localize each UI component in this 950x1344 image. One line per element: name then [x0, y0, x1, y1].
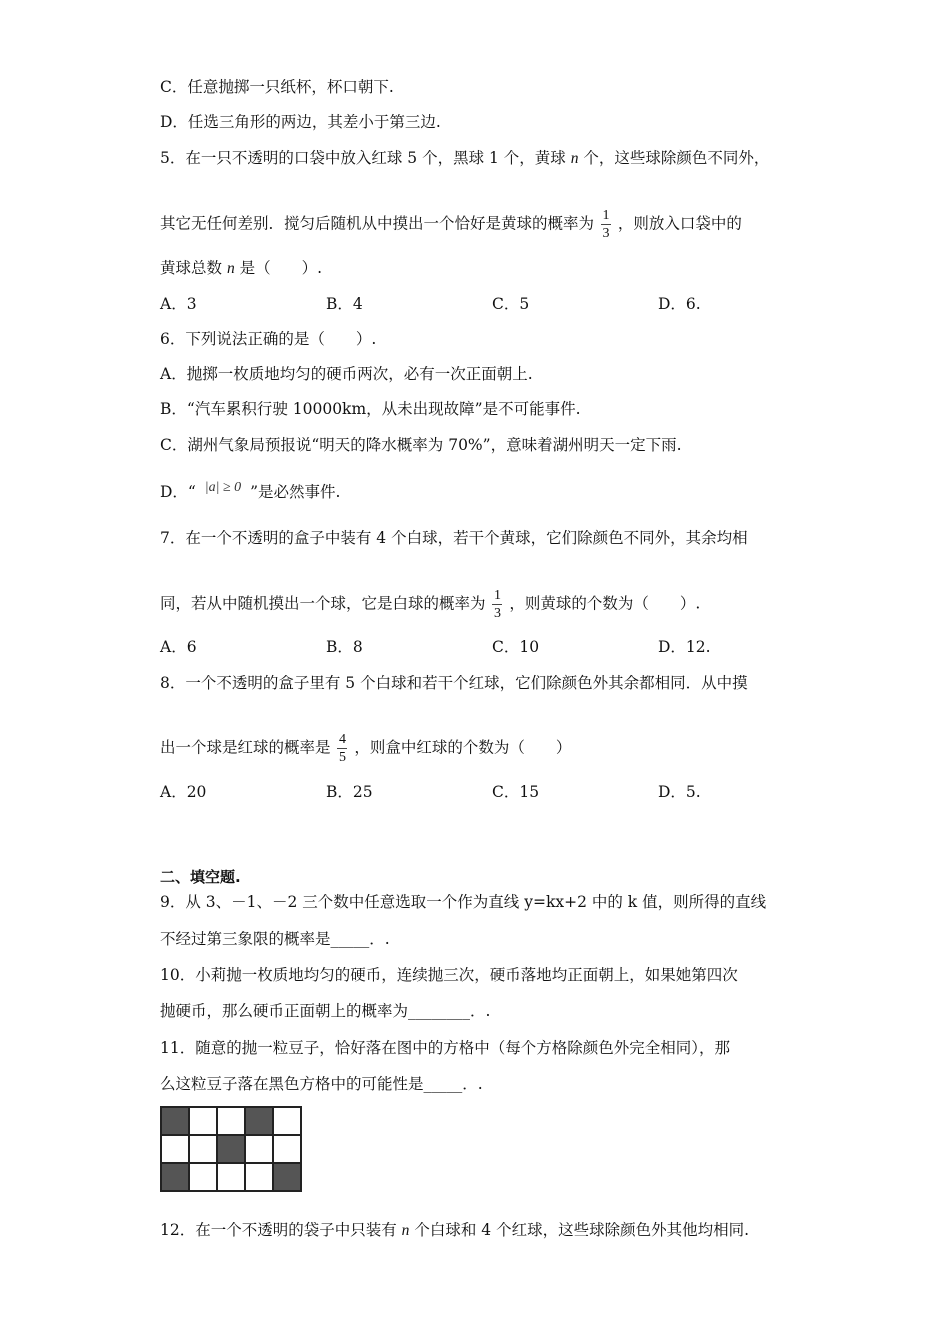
q7-option-a: A．6 [160, 638, 197, 656]
q5-line3 [160, 258, 322, 279]
q6-option-a: A．抛掷一枚质地均匀的硬币两次，必有一次正面朝上. [160, 365, 533, 383]
q12-text-b: 个白球和 4 个红球，这些球除颜色外其他均相同. [414, 1221, 750, 1239]
q5-frac-bar [601, 224, 611, 225]
q5-fraction [601, 208, 611, 241]
grid-cell-dark [217, 1135, 245, 1163]
q7-line2 [160, 588, 700, 621]
q8-frac-bar [337, 748, 347, 749]
grid-cell-dark [245, 1107, 273, 1135]
q7-frac-num: 1 [493, 588, 501, 603]
q7-frac-bar [492, 604, 502, 605]
grid-cell-dark [273, 1163, 301, 1191]
grid-cell-white [189, 1135, 217, 1163]
grid-cell-dark [161, 1163, 189, 1191]
grid-cell-white [161, 1135, 189, 1163]
q7-fraction [492, 588, 502, 621]
grid-cell-white [245, 1135, 273, 1163]
q5-text-b: 个，这些球除颜色不同外， [583, 149, 770, 167]
q6-option-d-prefix: D．“ [160, 483, 196, 501]
q8-frac-num: 4 [338, 732, 346, 747]
q5-text-f: 是（ ）. [239, 259, 323, 277]
q6-option-b: B．“汽车累积行驶 10000km，从未出现故障”是不可能事件. [160, 400, 581, 418]
q10-line2: 抛硬币，那么硬币正面朝上的概率为________．. [160, 1002, 491, 1020]
q7-option-b: B．8 [326, 638, 363, 656]
section-title-fill-in: 二、填空题. [160, 868, 241, 886]
q8-option-a: A．20 [160, 783, 207, 801]
q6-option-d [160, 478, 340, 502]
grid-cell-white [217, 1107, 245, 1135]
q12-text-a: 12．在一个不透明的袋子中只装有 [160, 1221, 397, 1239]
q8-text-b: ，则盒中红球的个数为（ ） [354, 738, 572, 757]
q10-line1: 10．小莉抛一枚质地均匀的硬币，连续抛三次，硬币落地均正面朝上，如果她第四次 [160, 966, 738, 984]
q7-frac-den: 3 [493, 606, 501, 621]
q5-option-d: D．6. [658, 295, 701, 313]
q6-stem: 6．下列说法正确的是（ ）. [160, 330, 377, 348]
grid-cell-white [245, 1163, 273, 1191]
q8-option-d: D．5. [658, 783, 701, 801]
grid-cell-white [189, 1163, 217, 1191]
grid-cell-white [273, 1107, 301, 1135]
q12-line1 [160, 1220, 749, 1241]
q8-option-c: C．15 [492, 783, 540, 801]
q5-option-a: A．3 [160, 295, 197, 313]
q8-line1: 8．一个不透明的盒子里有 5 个白球和若干个红球，它们除颜色外其余都相同．从中摸 [160, 674, 748, 692]
q11-line1: 11．随意的抛一粒豆子，恰好落在图中的方格中（每个方格除颜色外完全相同），那 [160, 1039, 730, 1057]
q12-var-n: n [401, 1222, 410, 1239]
q7-line1: 7．在一个不透明的盒子中装有 4 个白球，若干个黄球，它们除颜色不同外，其余均相 [160, 529, 748, 547]
q8-frac-den: 5 [338, 750, 346, 765]
q7-text-a: 同，若从中随机摸出一个球，它是白球的概率为 [160, 594, 486, 613]
grid-cell-dark [161, 1107, 189, 1135]
grid-cell-white [273, 1135, 301, 1163]
q5-line1 [160, 148, 769, 169]
q7-option-c: C．10 [492, 638, 540, 656]
q5-frac-den: 3 [602, 226, 610, 241]
q9-line1: 9．从 3、－1、－2 三个数中任意选取一个作为直线 y=kx+2 中的 k 值，则所得的直线 [160, 893, 767, 911]
q8-option-b: B．25 [326, 783, 373, 801]
q4-option-c: C．任意抛掷一只纸杯，杯口朝下. [160, 78, 394, 96]
grid-cell-white [189, 1107, 217, 1135]
q5-text-d: ，则放入口袋中的 [617, 214, 742, 233]
q8-text-a: 出一个球是红球的概率是 [160, 738, 331, 757]
q9-line2: 不经过第三象限的概率是_____．. [160, 930, 390, 948]
q8-fraction [337, 732, 347, 765]
q5-text-a: 5．在一只不透明的口袋中放入红球 5 个，黑球 1 个，黄球 [160, 149, 566, 167]
q5-var-n-2: n [226, 260, 235, 277]
grid-cell-white [217, 1163, 245, 1191]
q5-option-b: B．4 [326, 295, 363, 313]
q5-var-n: n [570, 150, 579, 167]
q11-line2: 么这粒豆子落在黑色方格中的可能性是_____．. [160, 1075, 483, 1093]
q5-text-e: 黄球总数 [160, 259, 223, 277]
q4-option-d: D．任选三角形的两边，其差小于第三边. [160, 113, 441, 131]
q7-option-d: D．12. [658, 638, 711, 656]
q11-square-grid [160, 1106, 302, 1192]
q5-option-c: C．5 [492, 295, 530, 313]
q8-line2 [160, 732, 571, 765]
q6-abs-expression: |a| ≥ 0 [204, 480, 242, 495]
q6-option-d-suffix: ”是必然事件. [250, 483, 341, 501]
q5-frac-num: 1 [602, 208, 610, 223]
q5-line2 [160, 208, 742, 241]
q6-option-c: C．湖州气象局预报说“明天的降水概率为 70%”，意味着湖州明天一定下雨. [160, 436, 682, 454]
q7-text-b: ，则黄球的个数为（ ）. [509, 594, 701, 613]
q5-text-c: 其它无任何差别．搅匀后随机从中摸出一个恰好是黄球的概率为 [160, 214, 595, 233]
